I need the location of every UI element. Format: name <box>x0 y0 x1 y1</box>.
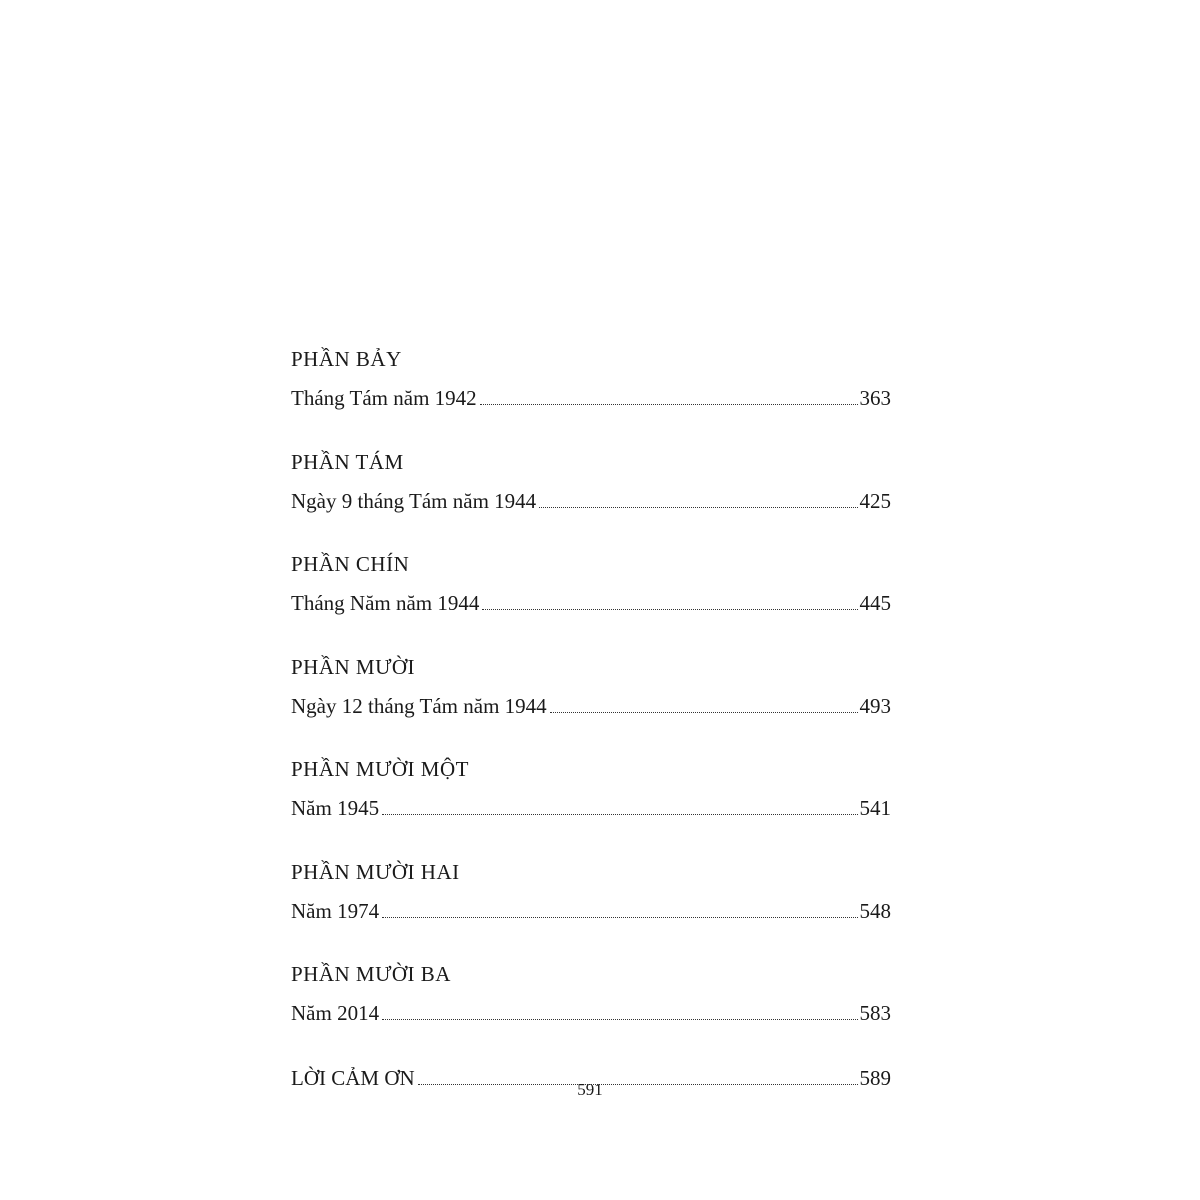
part-heading: PHẦN MƯỜI BA <box>291 962 451 986</box>
toc-entry[interactable] <box>291 486 891 516</box>
toc-entry[interactable] <box>291 896 891 926</box>
toc-entry-label: Ngày 12 tháng Tám năm 1944 <box>291 694 547 718</box>
toc-entry[interactable] <box>291 998 891 1028</box>
toc-entry-page: 589 <box>859 1066 891 1090</box>
dot-leader <box>382 1019 857 1020</box>
toc-entry-label: Năm 1945 <box>291 796 380 820</box>
toc-entry-label: Ngày 9 tháng Tám năm 1944 <box>291 489 537 513</box>
part-heading: PHẦN MƯỜI MỘT <box>291 757 469 781</box>
toc-entry-label: Năm 2014 <box>291 1001 380 1025</box>
toc-entry-label: Năm 1974 <box>291 899 380 923</box>
part-heading: PHẦN BẢY <box>291 347 402 371</box>
toc-entry[interactable] <box>291 691 891 721</box>
dot-leader <box>482 609 857 610</box>
dot-leader <box>480 404 858 405</box>
page-number: 591 <box>577 1080 603 1099</box>
toc-entry-page: 363 <box>859 386 891 410</box>
toc-entry[interactable] <box>291 588 891 618</box>
dot-leader <box>550 712 858 713</box>
toc-entry-label: Tháng Năm năm 1944 <box>291 591 480 615</box>
dot-leader <box>382 917 857 918</box>
part-heading: PHẦN MƯỜI <box>291 655 416 679</box>
toc-entry[interactable] <box>291 383 891 413</box>
part-heading: PHẦN MƯỜI HAI <box>291 860 460 884</box>
toc-entry-page: 425 <box>859 489 891 513</box>
part-heading: PHẦN CHÍN <box>291 552 410 576</box>
toc-entry-page: 445 <box>859 591 891 615</box>
dot-leader <box>382 814 857 815</box>
toc-entry-page: 548 <box>859 899 891 923</box>
toc-entry-page: 541 <box>859 796 891 820</box>
toc-entry[interactable] <box>291 793 891 823</box>
toc-entry-label: LỜI CẢM ƠN <box>291 1066 415 1090</box>
toc-entry-page: 583 <box>859 1001 891 1025</box>
dot-leader <box>539 507 857 508</box>
toc-entry-page: 493 <box>859 694 891 718</box>
toc-entry-label: Tháng Tám năm 1942 <box>291 386 477 410</box>
part-heading: PHẦN TÁM <box>291 450 404 474</box>
